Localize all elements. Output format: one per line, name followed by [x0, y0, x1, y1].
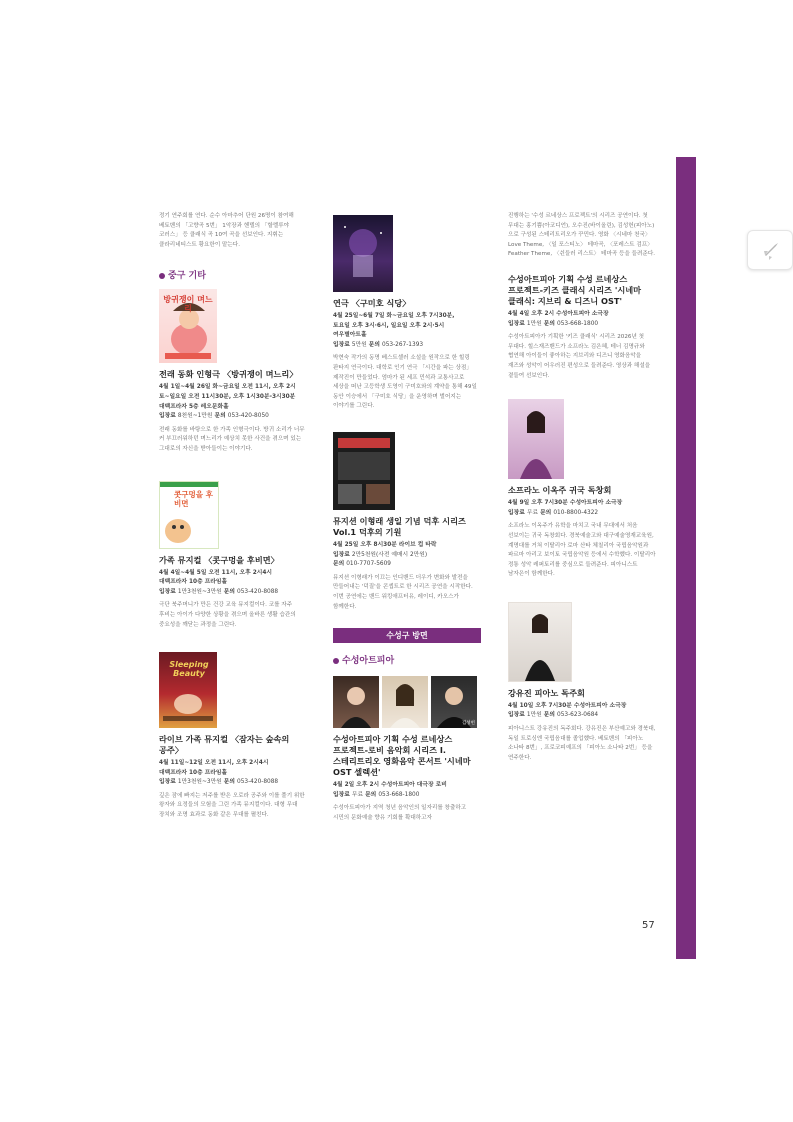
- event-listing: [159, 481, 307, 631]
- event-venue: 대백프라자 5층 레오문화홀: [159, 403, 229, 410]
- section-heading-text: 중구 기타: [168, 271, 206, 282]
- event-title: 뮤지션 이형래 생일 기념 덕후 시리즈 Vol.1 덕후의 기원: [333, 515, 466, 537]
- fee-label: 입장료: [159, 588, 176, 595]
- column-middle: [333, 212, 481, 823]
- fee-value: 1만원: [526, 320, 542, 327]
- floating-action-button[interactable]: [747, 230, 793, 270]
- person-icon: [333, 676, 379, 728]
- event-fee-line: [333, 341, 481, 351]
- contact-value: 053-420-8088: [237, 779, 279, 786]
- event-poster[interactable]: [508, 602, 572, 682]
- event-title: 수성아트피아 기획 수성 르네상스 프로젝트-키즈 클래식 시리즈 '시네마 클래식: 지브리 & 디즈니 OST': [508, 273, 642, 306]
- poster-illustration: [333, 215, 393, 292]
- contact-label: 문의: [540, 509, 552, 516]
- column-left: [159, 212, 307, 821]
- event-title: 가족 뮤지컬 〈콧구멍을 후비면〉: [159, 554, 279, 565]
- event-fee-line: [508, 509, 658, 519]
- event-title: 강유진 피아노 독주회: [508, 687, 585, 698]
- contact-value: 053-267-1393: [382, 341, 424, 348]
- event-listing: [333, 432, 481, 612]
- contact-value: 010-7707-5609: [346, 561, 391, 568]
- poster-title: Sleeping Beauty: [169, 660, 209, 679]
- event-date: 4월 11일~12일 오전 11시, 오후 2시4시: [159, 760, 269, 767]
- page-edge-bar: [676, 157, 696, 959]
- event-fee-line: [333, 551, 481, 561]
- event-date: 4월 4일 오후 2시 수성아트피아 소극장: [508, 310, 609, 317]
- contact-label: 문의: [223, 588, 235, 595]
- contact-label: 문의: [543, 712, 555, 719]
- event-title: 소프라노 이옥주 귀국 독창회: [508, 485, 612, 496]
- fee-value: 1만3천원~3만원: [177, 779, 222, 786]
- event-description: 깊은 잠에 빠지는 저주를 받은 오로라 공주와 이를 풀기 위한 왕자와 요정들의 모험을 그린 가족 뮤지컬이다. 대형 무대 장치와 조명 효과로 동화 같은 무대를 펼친다.: [159, 792, 305, 819]
- contact-value: 053-420-8088: [237, 588, 279, 595]
- event-contact-line: [333, 560, 481, 570]
- event-poster[interactable]: [333, 215, 393, 292]
- event-title: 수성아트피아 기획 수성 르네상스 프로젝트-로비 음악회 시리즈 I. 스테리트리오 영화음악 콘서트 '시네마 OST 셀렉션': [333, 734, 471, 778]
- fee-label: 입장료: [508, 509, 525, 516]
- contact-value: 053-623-0684: [557, 712, 599, 719]
- fee-value: 2만5천원(사전 예매시 2만원): [351, 551, 428, 558]
- event-date: 4월 4일~4월 5일 오전 11시, 오후 2시4시: [159, 569, 273, 576]
- section-heading: [159, 268, 307, 281]
- fee-label: 입장료: [333, 791, 350, 798]
- event-listing: [508, 274, 658, 381]
- fee-value: 1만3천원~3만원: [177, 588, 222, 595]
- event-poster[interactable]: [159, 652, 217, 728]
- event-description: 수성아트피아가 지역 청년 음악인의 일자리를 창출하고 시민의 문화예술 향유 기회를 확대하고자: [333, 805, 467, 821]
- event-fee-line: [159, 412, 307, 422]
- event-fee-line: [159, 588, 307, 598]
- event-date: 4월 2일 오후 2시 수성아트피아 대극장 로비: [333, 782, 447, 789]
- intro-text: 정기 연주회를 연다. 순수 아마추어 단원 26명이 참여해 베토벤의 「고향곡 5번」 1악장과 헨델의 「할렐루야 코러스」 등 클래식 곡 10여 곡을 선보인다. 지휘는 클라리네티스트 황요한이 맡는다.: [159, 213, 294, 248]
- fee-value: 1만원: [526, 712, 542, 719]
- event-description: 극단 북주머니가 만든 건강 교육 뮤지컬이다. 코를 자주 후비는 아이가 다양한 상황을 겪으며 올바른 생활 습관의 중요성을 깨닫는 과정을 그린다.: [159, 602, 296, 628]
- bullet-icon: [159, 273, 165, 279]
- event-venue: 대백프라자 10층 프라임홀: [159, 769, 228, 776]
- continued-text: 진행하는 '수성 르네상스 프로젝트'의 시리즈 공연이다. 첫 무대는 홍기쁨(아코디언), 오수진(바이올린), 김성헌(피아노)으로 구성된 스테리트리오가 꾸민다. 영화 〈시네마 천국〉 Love Theme, 〈일 포스티노〉 테마곡, 〈포레스트 검프〉 Feather Theme, 〈쉰들러 리스트〉 테마곡 등을 들려준다.: [508, 213, 656, 258]
- performer-photo[interactable]: [333, 676, 379, 728]
- section-heading-text: 수성아트피아: [342, 656, 395, 667]
- event-description: 피아니스트 강유진의 독주회다. 강유진은 부산예고와 경북대, 독일 트로싱엔 국립음대를 졸업했다. 베토벤의 「피아노 소나타 8번」, 프로코피예프의 「피아노 소나타 2번」 등을 연주한다.: [508, 726, 656, 761]
- event-listing: [508, 399, 658, 580]
- event-listing: [159, 289, 307, 454]
- fee-label: 입장료: [333, 341, 350, 348]
- event-listing: [159, 652, 307, 821]
- event-date: 4월 1일~4월 26일 화~금요일 오전 11시, 오후 2시: [159, 384, 296, 391]
- event-poster[interactable]: [159, 481, 219, 549]
- region-band: 수성구 방면: [333, 628, 481, 643]
- event-listing: [333, 676, 481, 823]
- event-date: 4월 10일 오후 7시30분 수성아트피아 소극장: [508, 702, 627, 709]
- contact-label: 문의: [368, 341, 380, 348]
- fee-label: 입장료: [159, 413, 176, 420]
- event-fee-line: [508, 320, 658, 330]
- event-description: 박현숙 작가의 동명 베스트셀러 소설을 원작으로 한 힐링 판타지 연극이다. 대학로 인기 연극 「시간을 파는 상점」 제작진이 만들었다. 엄마가 된 세프 민석과 교통사고로 세상을 떠난 고등학생 도영이 구미호와의 계약을 통해 49일 동안 이승에서 「구미호 식당」을 운영하며 벌어지는 이야기를 그린다.: [333, 355, 477, 410]
- event-description: 수성아트피아가 기획한 '키즈 클래식' 시리즈 2026년 첫 무대다. 힐스재즈밴드가 소프라노 김은혜, 테너 김명규와 협연해 아이들이 좋아하는 지브리와 디즈니 영화음악을 재즈와 성악이 어우러진 편성으로 들려준다. 영상과 해설을 곁들여 선보인다.: [508, 334, 651, 379]
- fee-value: 무료: [526, 509, 539, 516]
- performer-photo[interactable]: [382, 676, 428, 728]
- event-poster[interactable]: [508, 399, 564, 479]
- fee-label: 입장료: [333, 551, 350, 558]
- event-venue: 여우별아트홀: [333, 332, 367, 339]
- event-description: 소프라노 이옥주가 유학을 마치고 국내 무대에서 처음 선보이는 귀국 독창회다. 경북예술고와 대구예술영재교육원, 계명대를 거쳐 이탈리아 로마 산타 체칠리아 국립음악원과 파르마 아리고 보이토 국립음악원 등에서 수학했다. 이탈리아 정통 성악 레퍼토리를 중심으로 들려준다. 피아니스트 남자은이 함께한다.: [508, 523, 656, 578]
- event-poster[interactable]: [333, 432, 395, 510]
- poster-illustration: [508, 399, 564, 479]
- event-fee-line: [508, 711, 658, 721]
- performer-caption: 김성헌: [461, 721, 475, 727]
- fee-value: 8천원~1만원: [177, 413, 213, 420]
- event-date: 4월 25일~6월 7일 화~금요일 오후 7시30분,: [333, 313, 455, 319]
- performer-photo[interactable]: [431, 676, 477, 728]
- person-icon: [382, 676, 428, 728]
- section-heading: [333, 653, 481, 666]
- poster-illustration: [509, 603, 571, 681]
- event-description: 전래 동화를 바탕으로 한 가족 인형극이다. 방귀 소리가 너무 커 부끄러워하던 며느리가 예상치 못한 사건을 겪으며 있는 그대로의 자신을 받아들이는 이야기다.: [159, 426, 305, 452]
- rocket-icon: [748, 231, 792, 269]
- event-date: 4월 25일 오후 8시30분 라이브 컵 타락: [333, 541, 437, 548]
- event-date-2: 토~일요일 오전 11시30분, 오후 1시30분-3시30분: [159, 393, 296, 400]
- contact-value: 053-668-1800: [557, 320, 599, 327]
- event-venue: 대백프라자 10층 프라임홀: [159, 579, 228, 586]
- contact-label: 문의: [543, 320, 555, 327]
- event-listing: [333, 215, 481, 412]
- event-date-2: 토요일 오후 3시·6시, 일요일 오후 2시·5시: [333, 322, 445, 329]
- poster-title: 방귀쟁이 며느리: [163, 295, 213, 314]
- fee-label: 입장료: [508, 320, 525, 327]
- event-title: 라이브 가족 뮤지컬 〈잠자는 숲속의 공주〉: [159, 734, 290, 756]
- fee-value: 5만원: [351, 341, 367, 348]
- contact-value: 053-420-8050: [227, 413, 269, 420]
- poster-title: 콧구멍을 후비면: [174, 489, 213, 508]
- poster-illustration: [333, 432, 395, 510]
- contact-value: 053-668-1800: [378, 791, 420, 798]
- fee-label: 입장료: [159, 779, 176, 786]
- bullet-icon: [333, 658, 339, 664]
- contact-label: 문의: [214, 413, 226, 420]
- event-fee-line: [333, 791, 481, 801]
- contact-label: 문의: [365, 791, 377, 798]
- event-fee-line: [159, 778, 307, 788]
- column-right: [508, 212, 658, 763]
- contact-value: 010-8800-4322: [553, 509, 599, 516]
- event-poster[interactable]: [159, 289, 217, 363]
- contact-label: 문의: [223, 779, 235, 786]
- event-date: 4월 9일 오후 7시30분 수성아트피아 소극장: [508, 500, 623, 507]
- page-number: 57: [642, 920, 655, 931]
- event-title: 연극 〈구미호 식당〉: [333, 298, 411, 308]
- event-description: 뮤지션 이형래가 이끄는 인디밴드 더우가 변화와 발전을 만들어내는 '덕질'을 콘셉트로 한 시리즈 공연을 시작한다. 이번 공연에는 밴드 워킹애프터유, 레이디, 카오스가 함께한다.: [333, 574, 473, 610]
- performer-photos: [333, 676, 481, 728]
- event-listing: [508, 602, 658, 764]
- event-title: 전래 동화 인형극 〈방귀쟁이 며느리〉: [159, 369, 298, 380]
- fee-label: 입장료: [508, 712, 525, 719]
- fee-value: 무료: [351, 791, 364, 798]
- contact-label: 문의: [333, 561, 345, 568]
